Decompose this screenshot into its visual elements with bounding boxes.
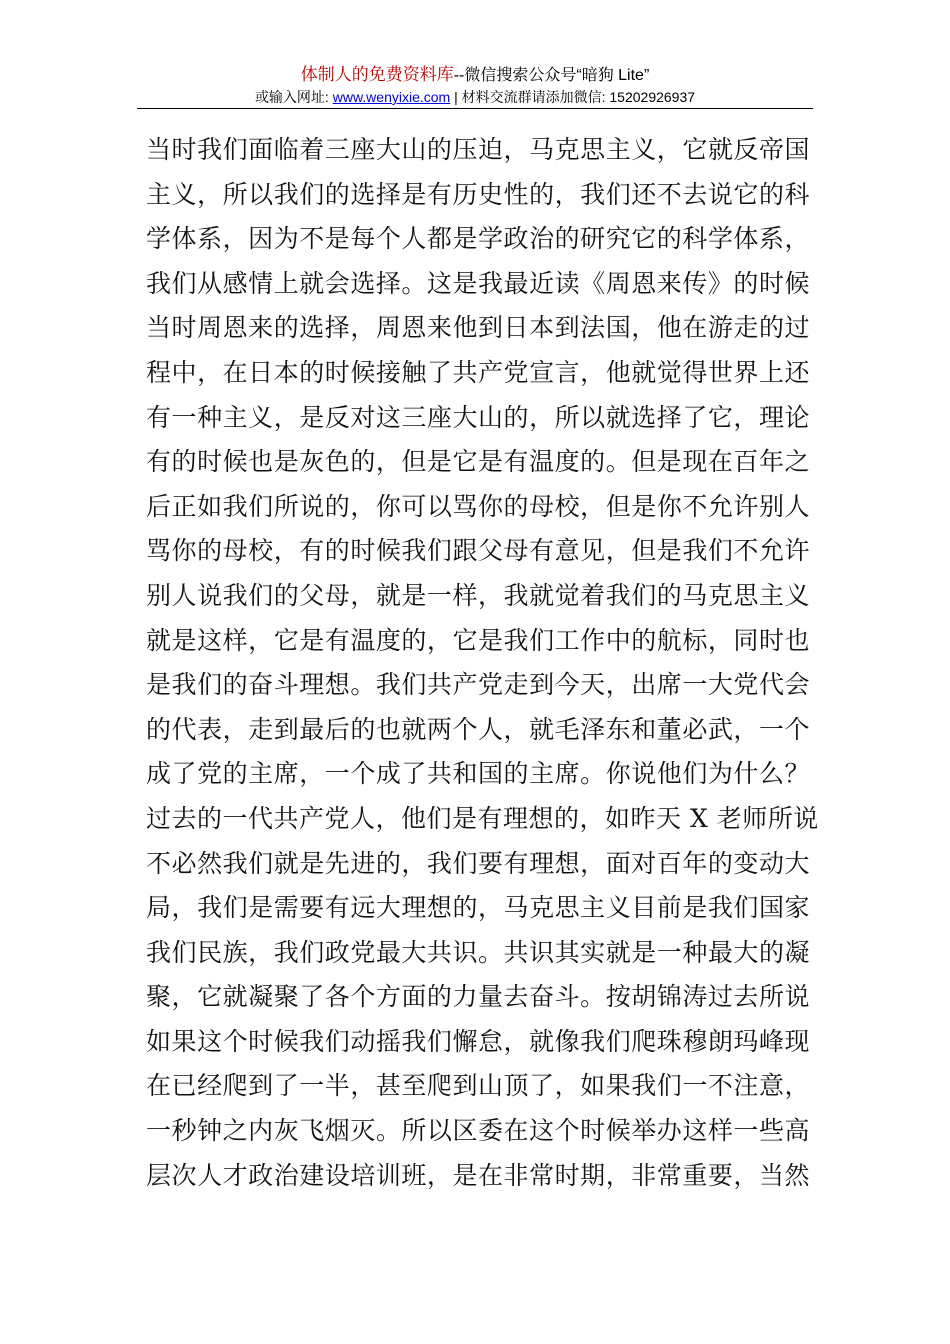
header-title-line: [0, 64, 950, 87]
body-line: 聚，它就凝聚了各个方面的力量去奋斗。按胡锦涛过去所说: [146, 982, 810, 1012]
body-line: 骂你的母校，有的时候我们跟父母有意见，但是我们不允许: [146, 536, 810, 566]
header-url-line: [0, 87, 950, 107]
body-line: 局，我们是需要有远大理想的，马克思主义目前是我们国家: [146, 893, 810, 923]
body-line: 一秒钟之内灰飞烟灭。所以区委在这个时候举办这样一些高: [146, 1116, 810, 1146]
body-line: 的代表，走到最后的也就两个人，就毛泽东和董必武，一个: [146, 714, 810, 744]
body-line: 就是这样，它是有温度的，它是我们工作中的航标，同时也: [146, 625, 810, 655]
body-line: 学体系，因为不是每个人都是学政治的研究它的科学体系，: [146, 224, 810, 254]
header-tagline: --微信搜索公众号“暗狗 Lite”: [453, 67, 650, 84]
body-line: 成了党的主席，一个成了共和国的主席。你说他们为什么？: [146, 759, 810, 789]
body-line: 我们民族，我们政党最大共识。共识其实就是一种最大的凝: [146, 937, 810, 967]
body-line: 当时我们面临着三座大山的压迫，马克思主义，它就反帝国: [146, 135, 810, 164]
body-line: 是我们的奋斗理想。我们共产党走到今天，出席一大党代会: [146, 670, 810, 700]
body-line: 后正如我们所说的，你可以骂你的母校，但是你不允许别人: [146, 491, 810, 521]
body-line: 有的时候也是灰色的，但是它是有温度的。但是现在百年之: [146, 447, 810, 477]
body-line: 不必然我们就是先进的，我们要有理想，面对百年的变动大: [146, 848, 810, 878]
body-line: 在已经爬到了一半，甚至爬到山顶了，如果我们一不注意，: [146, 1071, 810, 1101]
body-line: 主义，所以我们的选择是有历史性的，我们还不去说它的科: [146, 179, 810, 209]
body-line: 程中，在日本的时候接触了共产党宣言，他就觉得世界上还: [146, 357, 810, 387]
body-line: 别人说我们的父母，就是一样，我就觉着我们的马克思主义: [146, 580, 810, 610]
body-line: 层次人才政治建设培训班，是在非常时期，非常重要，当然: [146, 1160, 810, 1190]
header-url-prefix: 或输入网址:: [254, 89, 333, 105]
header-brand: 体制人的免费资料库: [300, 65, 454, 84]
header-divider: [137, 108, 813, 109]
body-line: 当时周恩来的选择，周恩来他到日本到法国，他在游走的过: [146, 313, 810, 343]
body-line: 如果这个时候我们动摇我们懈怠，就像我们爬珠穆朗玛峰现: [146, 1026, 810, 1056]
body-line: 我们从感情上就会选择。这是我最近读《周恩来传》的时候: [146, 268, 810, 298]
document-body: [146, 128, 819, 1198]
header-contact: | 材料交流群请添加微信: 15202926937: [450, 89, 696, 105]
body-line: 过去的一代共产党人，他们是有理想的，如昨天 X 老师所说: [146, 803, 819, 833]
body-line: 有一种主义，是反对这三座大山的，所以就选择了它，理论: [146, 402, 810, 432]
page-header: [0, 64, 950, 107]
header-url-link[interactable]: www.wenyixie.com: [332, 89, 451, 105]
